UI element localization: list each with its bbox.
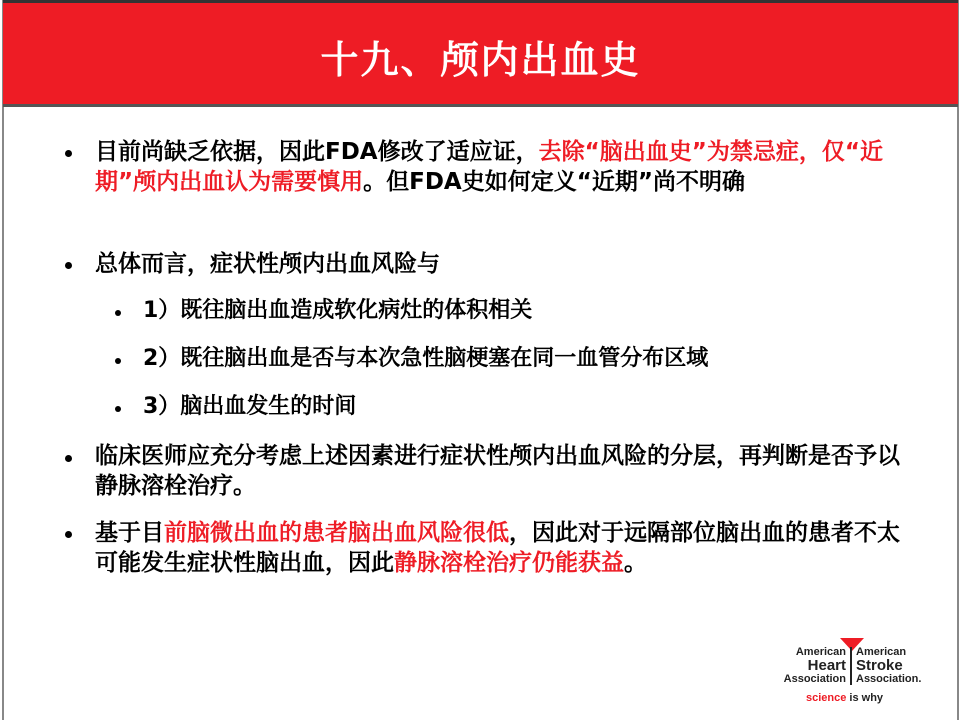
sub-bullet-dot: [115, 406, 121, 412]
slide-title: 十九、颅内出血史: [320, 38, 641, 82]
logo-tagline: [806, 692, 883, 704]
bullet-text-segment: ，因此对于远隔部位脑出血的患者不太可能发生症状性脑出血，因此: [95, 520, 900, 576]
bullet-text-segment: 2）既往脑出血是否与本次急性脑梗塞在同一血管分布区域: [143, 346, 709, 371]
bullet-text-segment: 1）既往脑出血造成软化病灶的体积相关: [143, 298, 533, 323]
bullet-text-segment: 。: [624, 550, 647, 576]
logo-right-text: [856, 646, 938, 685]
bullet-text-segment: 目前尚缺乏依据，因此FDA修改了适应证，: [95, 139, 539, 165]
bullet-text-highlight: 去除“脑出血史”为禁忌症，仅“近期”颅内出血认为需要慎用: [95, 139, 883, 195]
sub-bullet-dot: [115, 358, 121, 364]
bullet-text-segment: 临床医师应充分考虑上述因素进行症状性颅内出血风险的分层，再判断是否予以静脉溶栓治疗。: [95, 443, 900, 499]
bullet-text-segment: 基于目: [95, 520, 164, 546]
bullet-item-2: [95, 249, 915, 279]
logo-left-text: [774, 646, 846, 685]
bullet-text-segment: 。但FDA史如何定义“近期”尚不明确: [363, 169, 745, 195]
logo-tagline-suffix: is why: [846, 692, 884, 704]
logo-left-line2: Heart: [807, 657, 846, 674]
bullet-text-segment: 总体而言，症状性颅内出血风险与: [95, 251, 440, 277]
bullet-text-highlight: 前脑微出血的患者脑出血风险很低: [164, 520, 509, 546]
bullet-item-3: [95, 441, 915, 501]
logo-left-line1: American: [795, 646, 846, 658]
bullet-dot: [65, 150, 72, 157]
sub-bullet-item-2: [143, 344, 960, 374]
logo-left-line3: Association: [783, 673, 846, 685]
aha-asa-logo: [770, 634, 942, 710]
logo-right-line2: Stroke: [856, 657, 903, 674]
sub-bullet-item-3: [143, 392, 960, 422]
sub-bullet-dot: [115, 310, 121, 316]
bullet-item-1: [95, 137, 915, 197]
logo-right-line1: American: [856, 646, 907, 658]
bullet-item-4: [95, 518, 915, 578]
bullet-text-highlight: 静脉溶栓治疗仍能获益: [394, 550, 624, 576]
logo-separator: [850, 647, 852, 685]
sub-bullet-item-1: [143, 296, 960, 326]
bullet-dot: [65, 531, 72, 538]
bullet-text-segment: 3）脑出血发生的时间: [143, 394, 357, 419]
bullet-dot: [65, 262, 72, 269]
logo-right-line3: Association.: [856, 673, 922, 685]
bullet-dot: [65, 455, 72, 462]
logo-tagline-science: science: [806, 692, 847, 704]
